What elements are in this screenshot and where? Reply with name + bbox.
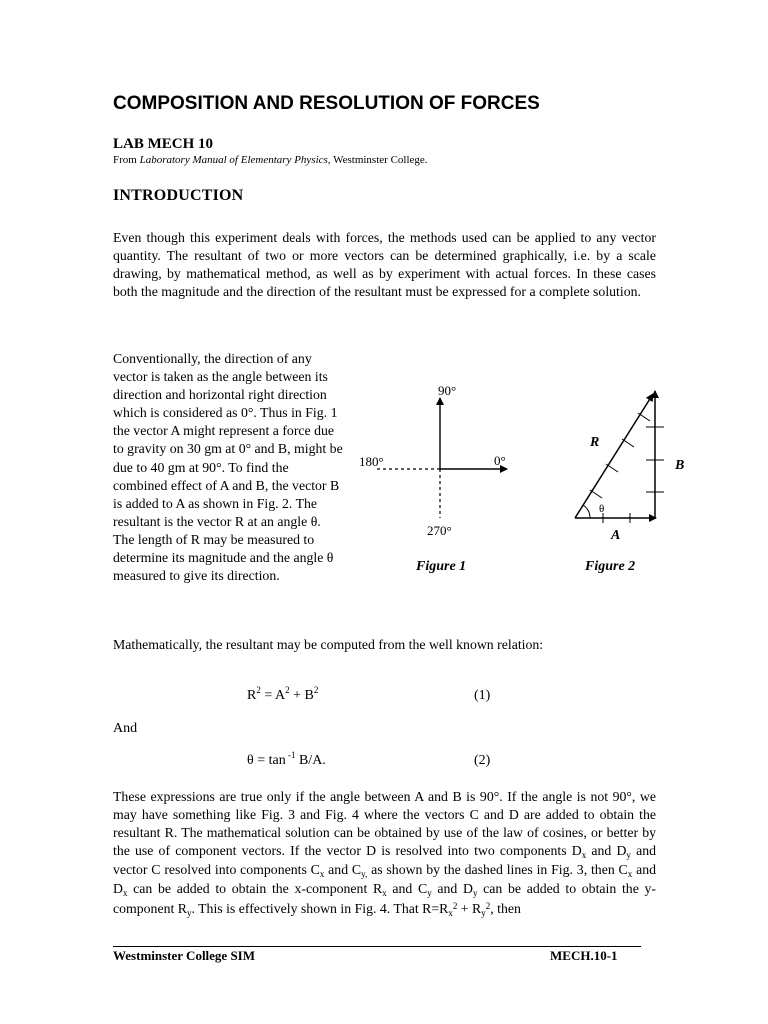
p4-sub: x xyxy=(382,888,387,899)
eq2-exp: -1 xyxy=(285,750,296,760)
fig2-label-theta: θ xyxy=(599,503,605,515)
fig2-label-r: R xyxy=(590,435,600,450)
eq1-plus-b: + B xyxy=(289,688,314,703)
p4-text: and C xyxy=(324,862,362,878)
footer-rule xyxy=(113,946,641,947)
p4-sub: x xyxy=(581,850,587,861)
p4-text: and D xyxy=(431,881,473,897)
fig2-tick xyxy=(622,439,634,447)
figure-1-caption: Figure 1 xyxy=(416,559,467,574)
source-book: Laboratory Manual of Elementary Physics xyxy=(139,154,328,166)
footer-right: MECH.10-1 xyxy=(550,948,618,963)
equation-1 xyxy=(247,685,319,704)
p4-text: and vector C resolved into components C xyxy=(113,843,656,878)
fig1-label-270: 270° xyxy=(427,523,452,538)
lab-id: LAB MECH 10 xyxy=(113,136,214,152)
p4-text: as shown by the dashed lines in Fig. 3, then C xyxy=(367,862,628,878)
p4-text: + R xyxy=(457,900,482,916)
eq1-exp-a: 2 xyxy=(285,685,290,695)
p4-sub: y xyxy=(626,850,631,861)
figures-svg xyxy=(350,375,690,585)
figure-2-caption: Figure 2 xyxy=(585,559,636,574)
source-prefix: From xyxy=(113,154,140,166)
eq2-lhs: θ = tan xyxy=(247,753,286,768)
fig2-tick xyxy=(606,464,618,472)
p4-sub: x xyxy=(319,869,325,880)
introduction-heading: INTRODUCTION xyxy=(113,187,244,204)
p4-text: can be added to obtain the y-component R xyxy=(113,881,656,916)
p4-sub: y xyxy=(481,907,486,918)
fig2-vector-r xyxy=(575,394,653,518)
p4-text: can be added to obtain the x-component R xyxy=(127,881,383,897)
intro-paragraph-2: Conventionally, the direction of any vector is taken as the angle between its direction and horizontal right direction which is considered as 0°. Thus in Fig. 1 the vector A might represent a force due to gravity on 30 gm at 0° and B, might be due to 40 gm at 90°. To find the combined effect of A and B, the vector B is added to A as shown in Fig. 2. The resultant is the vector R at an angle θ. The length of R may be measured to determine its magnitude and the angle θ measured to give its direction. xyxy=(113,351,343,584)
fig1-label-0: 0° xyxy=(494,453,506,468)
p4-sub: y, xyxy=(361,869,368,880)
equation-2 xyxy=(247,750,326,769)
and-word: And xyxy=(113,721,138,736)
p4-text: , then xyxy=(490,900,521,916)
p4-sup: 2 xyxy=(485,900,491,911)
p4-sub: y xyxy=(472,888,478,899)
p4-text: These expressions are true only if the angle between A and B is 90°. If the angle is not 90°, we may have something like Fig. 3 and Fig. 4 where the vectors C and D are added to obtain the resultant R. The mathematical solution can be obtained by use of the law of cosines, or better by the use of component vectors. If the vector D is resolved into two components D xyxy=(113,789,656,859)
fig2-angle-arc xyxy=(583,505,590,518)
fig1-label-180: 180° xyxy=(359,454,384,469)
paragraph-4 xyxy=(113,788,656,919)
p4-text: . This is effectively shown in Fig. 4. That R=R xyxy=(191,900,449,916)
intro-paragraph-3: Mathematically, the resultant may be computed from the well known relation: xyxy=(113,637,544,652)
p4-sup: 2 xyxy=(452,900,458,911)
p4-sub: x xyxy=(448,907,453,918)
intro-paragraph-1: Even though this experiment deals with forces, the methods used can be applied to any vector quantity. The resultant of two or more vectors can be determined graphically, i.e. by a scale drawing, by mathematical method, as well as by experiment with actual forces. In these cases both the magnitude and the direction of the resultant must be expressed for a complete solution. xyxy=(113,230,656,300)
eq1-exp-b: 2 xyxy=(313,685,319,695)
page-title: COMPOSITION AND RESOLUTION OF FORCES xyxy=(113,93,540,114)
fig2-label-b: B xyxy=(675,458,685,473)
fig2-tick xyxy=(590,490,602,498)
equation-1-number: (1) xyxy=(474,688,491,703)
eq1-eq-a: = A xyxy=(260,688,286,703)
figure-1 xyxy=(359,383,507,574)
fig2-tick xyxy=(638,413,650,421)
p4-sub: y xyxy=(427,888,432,899)
fig2-label-a: A xyxy=(611,528,621,543)
footer-left: Westminster College SIM xyxy=(113,948,256,963)
fig1-label-90: 90° xyxy=(438,383,457,398)
eq1-r: R xyxy=(247,688,257,703)
eq2-rhs: B/A. xyxy=(295,753,326,768)
source-line xyxy=(113,154,428,166)
figure-2 xyxy=(575,391,684,574)
p4-text: and D xyxy=(586,843,627,859)
p4-sub: x xyxy=(122,888,128,899)
equation-2-number: (2) xyxy=(474,753,491,768)
p4-text: and D xyxy=(113,862,657,897)
p4-text: and C xyxy=(386,881,428,897)
p4-sub: x xyxy=(627,869,633,880)
eq1-exp-r: 2 xyxy=(256,685,261,695)
p4-sub: y xyxy=(186,907,192,918)
source-suffix: , Westminster College. xyxy=(327,154,428,166)
